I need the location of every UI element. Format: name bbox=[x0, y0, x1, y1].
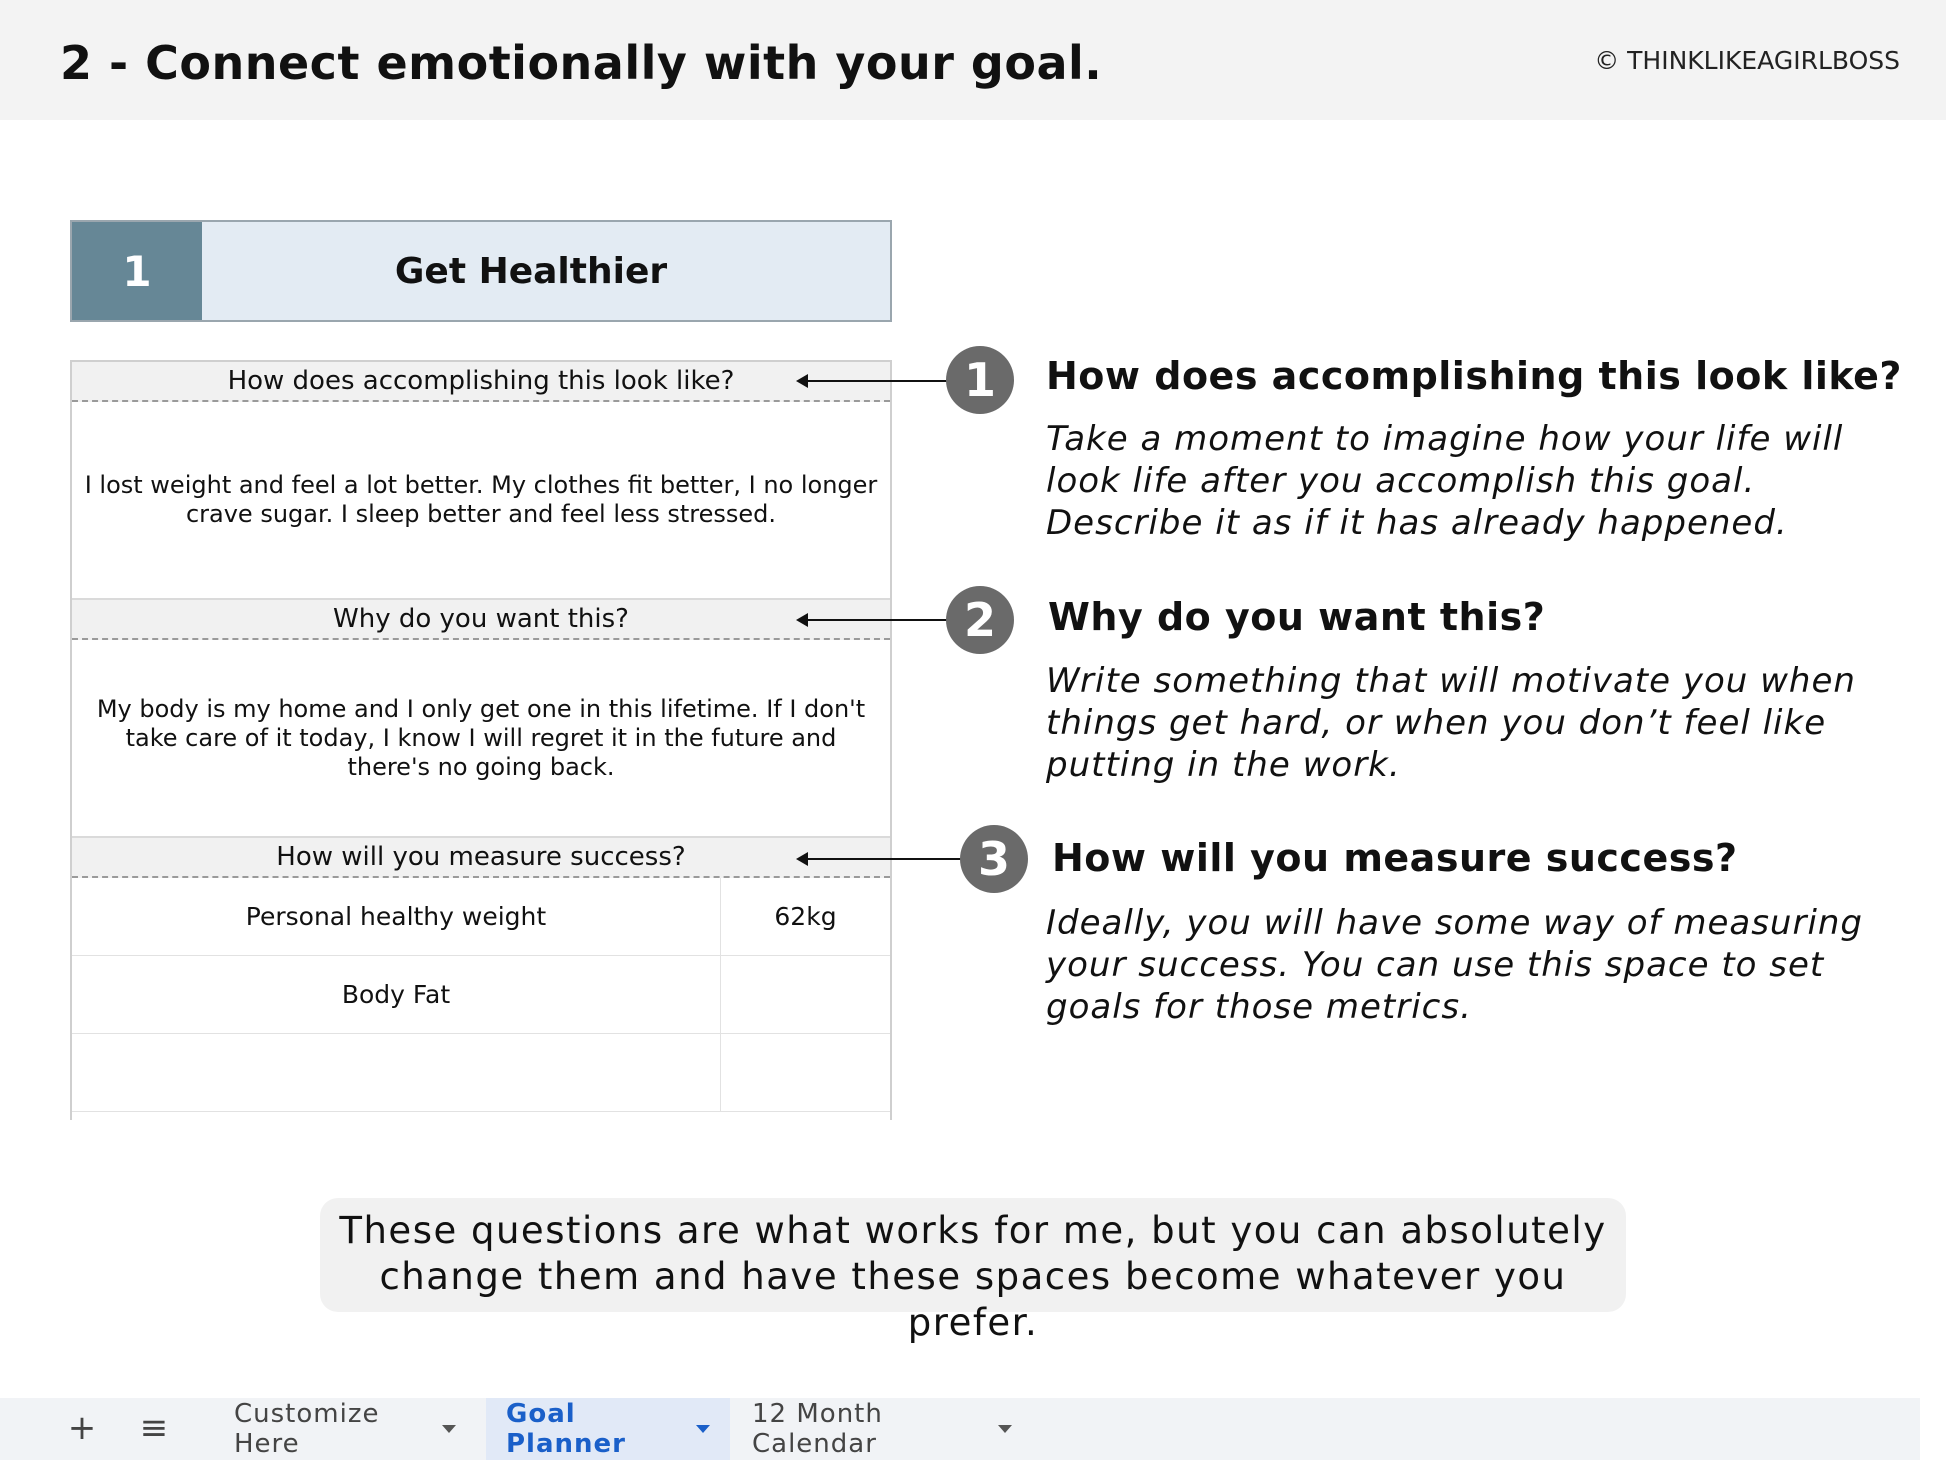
callout-title-3: How will you measure success? bbox=[1052, 836, 1738, 880]
metric-row bbox=[72, 878, 890, 956]
callout-title-2: Why do you want this? bbox=[1048, 595, 1546, 639]
tab-label: Customize Here bbox=[234, 1399, 380, 1459]
page-title: 2 - Connect emotionally with your goal. bbox=[60, 36, 1103, 90]
tab-customize-here[interactable] bbox=[214, 1398, 476, 1460]
all-sheets-menu-icon[interactable]: ≡ bbox=[139, 1408, 169, 1448]
tab-goal-planner[interactable] bbox=[486, 1398, 730, 1460]
callout-badge-1: 1 bbox=[946, 346, 1014, 414]
metric-name-cell[interactable]: Personal healthy weight bbox=[72, 878, 721, 955]
arrow-line bbox=[806, 619, 956, 621]
goal-name[interactable]: Get Healthier bbox=[202, 222, 890, 320]
tab-12-month-calendar[interactable] bbox=[732, 1398, 1032, 1460]
tab-label: Goal Planner bbox=[506, 1399, 626, 1459]
goal-header bbox=[70, 220, 892, 322]
header-bar bbox=[0, 0, 1946, 120]
goal-number[interactable]: 1 bbox=[72, 222, 202, 320]
callout-badge-2: 2 bbox=[946, 586, 1014, 654]
metric-row bbox=[72, 1034, 890, 1112]
chevron-down-icon[interactable] bbox=[442, 1425, 456, 1433]
copyright-text: © THINKLIKEAGIRLBOSS bbox=[1594, 46, 1900, 75]
callout-description-2: Write something that will motivate you when things get hard, or when you don’t feel like putting in the work. bbox=[1046, 661, 1856, 785]
callout-title-1: How does accomplishing this look like? bbox=[1046, 354, 1902, 398]
answer-cell-1[interactable]: I lost weight and feel a lot better. My clothes fit better, I no longer crave sugar. I sleep better and feel less stressed. bbox=[72, 402, 890, 600]
metric-name-cell[interactable]: Body Fat bbox=[72, 956, 721, 1033]
question-row-1: How does accomplishing this look like? bbox=[72, 362, 890, 402]
metric-value-cell[interactable] bbox=[721, 1034, 890, 1111]
question-row-3: How will you measure success? bbox=[72, 838, 890, 878]
footnote-text: These questions are what works for me, but you can absolutely change them and have these spaces become whatever you prefer. bbox=[320, 1198, 1626, 1312]
answer-cell-2[interactable]: My body is my home and I only get one in this lifetime. If I don't take care of it today, I know I will regret it in the future and there's no going back. bbox=[72, 640, 890, 838]
chevron-down-icon[interactable] bbox=[696, 1425, 710, 1433]
metric-row bbox=[72, 956, 890, 1034]
arrow-line bbox=[806, 858, 970, 860]
sheet-tab-bar bbox=[0, 1398, 1920, 1460]
metric-value-cell[interactable]: 62kg bbox=[774, 902, 837, 931]
question-row-2: Why do you want this? bbox=[72, 600, 890, 640]
chevron-down-icon[interactable] bbox=[998, 1425, 1012, 1433]
metric-name-cell[interactable] bbox=[72, 1034, 721, 1111]
arrow-line bbox=[806, 380, 956, 382]
metric-value-cell[interactable] bbox=[721, 956, 890, 1033]
tab-label: 12 Month Calendar bbox=[752, 1399, 883, 1459]
goal-sheet bbox=[70, 360, 892, 1120]
add-sheet-icon[interactable]: + bbox=[67, 1408, 97, 1448]
callout-description-1: Take a moment to imagine how your life will look life after you accomplish this goal. Describe it as if it has already happened. bbox=[1046, 419, 1844, 543]
callout-badge-3: 3 bbox=[960, 825, 1028, 893]
callout-description-3: Ideally, you will have some way of measuring your success. You can use this space to set goals for those metrics. bbox=[1046, 903, 1864, 1027]
